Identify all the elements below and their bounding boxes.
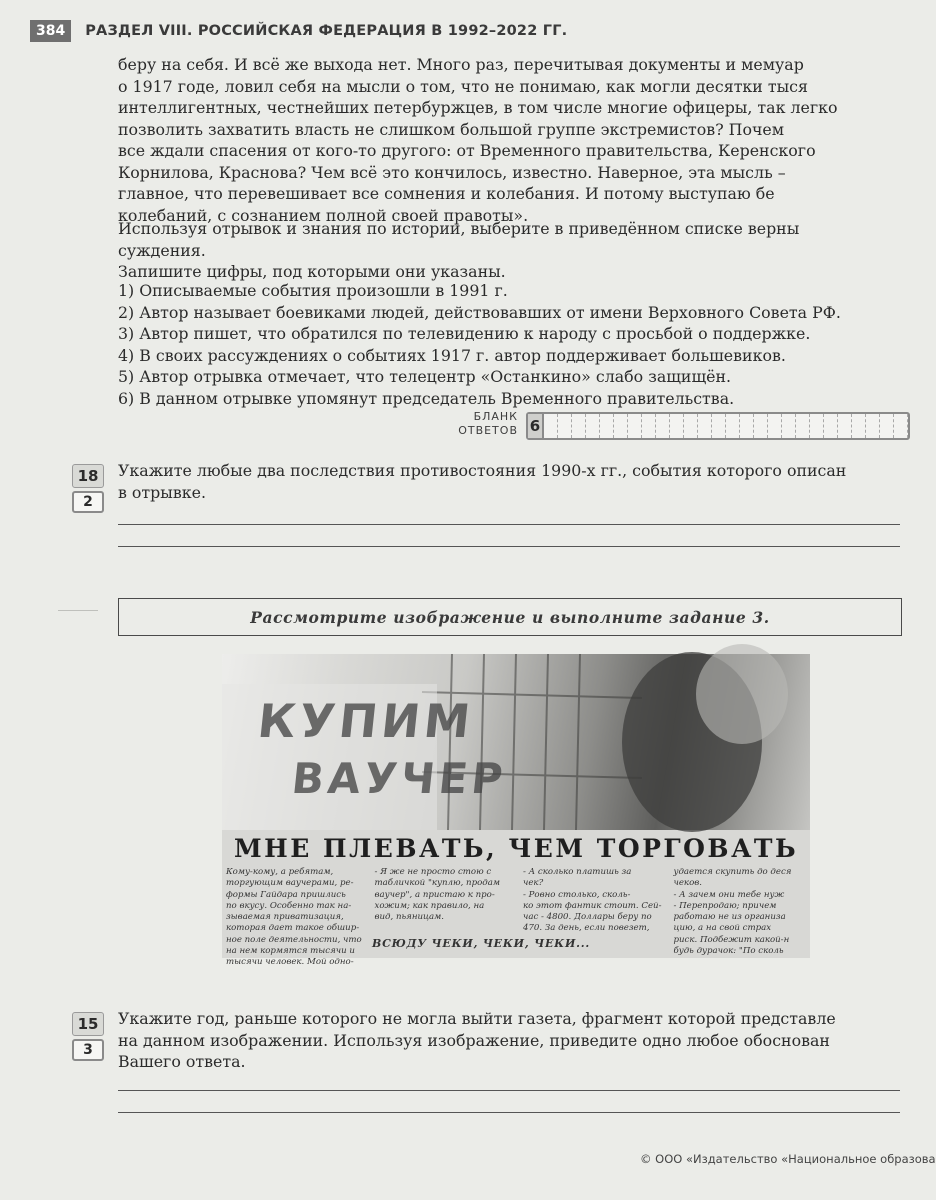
- instruction-line: суждения.: [118, 240, 206, 260]
- newspaper-columns: [226, 867, 810, 969]
- image-task-frame: [118, 598, 902, 636]
- passage-text: [118, 54, 908, 226]
- instruction-line: Запишите цифры, под которыми они указаны.: [118, 262, 506, 281]
- option-item: 2) Автор называет боевиками людей, действовавших от имени Верховного Совета РФ.: [118, 302, 841, 322]
- answer-blank-label: [446, 410, 518, 438]
- answer-cell[interactable]: [866, 414, 880, 438]
- publisher-footer: © ООО «Издательство «Национальное образова: [640, 1152, 936, 1166]
- passage-line: интеллигентных, честнейших петербуржцев, в том числе многие офицеры, так легко: [118, 98, 838, 117]
- passage-line: главное, что перевешивает все сомнения и колебания. И потому выступаю бе: [118, 184, 775, 203]
- newspaper-column: Кому-кому, а ребятам, торгующим ваучерами, ре- формы Гайдара пришлись по вкусу. Особенно так на- зываемая приватизация, которая дает такое обшир- ное поле деятельности, что на нем кормятся тысячи и тысячи человек. Мой одно-: [226, 867, 362, 968]
- answer-cell[interactable]: [712, 414, 726, 438]
- passage-line: Корнилова, Краснова? Чем всё это кончилось, известно. Наверное, эта мысль –: [118, 162, 786, 182]
- section-title: РАЗДЕЛ VIII. РОССИЙСКАЯ ФЕДЕРАЦИЯ В 1992–2022 ГГ.: [85, 23, 568, 39]
- answer-cell[interactable]: [852, 414, 866, 438]
- page-number: 384: [30, 20, 71, 42]
- instruction-line: Используя отрывок и знания по истории, выберите в приведённом списке верны: [118, 219, 800, 238]
- sign-text-line1: КУПИМ: [255, 694, 477, 748]
- answer-cell[interactable]: [600, 414, 614, 438]
- answer-cell[interactable]: [586, 414, 600, 438]
- answer-cell[interactable]: [544, 414, 558, 438]
- answer-cell[interactable]: [656, 414, 670, 438]
- answer-blank-label-line1: БЛАНК: [473, 410, 518, 423]
- answer-cell[interactable]: [572, 414, 586, 438]
- answer-blank-label-line2: ОТВЕТОВ: [458, 424, 518, 437]
- answer-cell[interactable]: [810, 414, 824, 438]
- task-points: 3: [72, 1039, 104, 1061]
- answer-cell[interactable]: [768, 414, 782, 438]
- newspaper-column: удается скупить до деся чеков. - А зачем они тебе нуж - Перепродаю; причем работаю не из организа цию, а на свой страх риск. Подбежит какой-н будь дурачок: "По сколь: [673, 867, 792, 957]
- answer-cell[interactable]: [880, 414, 894, 438]
- margin-mark: [58, 610, 98, 611]
- answer-line[interactable]: [118, 546, 900, 547]
- task-line: Вашего ответа.: [118, 1052, 246, 1071]
- newspaper-column: - Я же не просто стою с табличкой "куплю, продам ваучер", а пристаю к про- хожим; как правило, на вид, пьяницам.: [374, 867, 500, 923]
- page-header: [30, 18, 567, 44]
- passage-line: о 1917 годе, ловил себя на мысли о том, что не понимаю, как могли десятки тыся: [118, 76, 808, 96]
- answer-cell[interactable]: [670, 414, 684, 438]
- task-instruction: [118, 218, 908, 283]
- task-18-badge: [72, 464, 104, 513]
- task-15-text: [118, 1008, 908, 1073]
- answer-cell[interactable]: [698, 414, 712, 438]
- answer-cells[interactable]: [544, 414, 908, 438]
- answer-cell[interactable]: [558, 414, 572, 438]
- task-15-badge: [72, 1012, 104, 1061]
- answer-line[interactable]: [118, 1090, 900, 1091]
- answer-cell[interactable]: [726, 414, 740, 438]
- task-18-text: [118, 460, 908, 503]
- newspaper-photo: [222, 654, 810, 968]
- option-item: 5) Автор отрывка отмечает, что телецентр «Останкино» слабо защищён.: [118, 367, 732, 386]
- answer-cell[interactable]: [796, 414, 810, 438]
- task-line: Укажите год, раньше которого не могла выйти газета, фрагмент которой представле: [118, 1009, 836, 1028]
- options-list: [118, 280, 908, 409]
- passage-line: беру на себя. И всё же выхода нет. Много раз, перечитывая документы и мемуар: [118, 55, 804, 74]
- answer-cell[interactable]: [782, 414, 796, 438]
- newspaper-subhead: ВСЮДУ ЧЕКИ, ЧЕКИ, ЧЕКИ...: [372, 937, 591, 950]
- frame-instruction: Рассмотрите изображение и выполните задание 3.: [250, 607, 770, 627]
- task-line: на данном изображении. Используя изображение, приведите одно любое обоснован: [118, 1030, 830, 1050]
- passage-line: все ждали спасения от кого-то другого: от Временного правительства, Керенского: [118, 141, 816, 160]
- answer-cell[interactable]: [684, 414, 698, 438]
- option-item: 6) В данном отрывке упомянут председатель Временного правительства.: [118, 388, 735, 408]
- answer-cell[interactable]: [824, 414, 838, 438]
- answer-cell[interactable]: [614, 414, 628, 438]
- answer-cell[interactable]: [740, 414, 754, 438]
- answer-cell[interactable]: [642, 414, 656, 438]
- passage-line: колебаний, с сознанием полной своей правоты».: [118, 205, 529, 225]
- answer-box-number: 6: [528, 414, 544, 438]
- task-line: в отрывке.: [118, 482, 206, 502]
- newspaper-headline: МНЕ ПЛЕВАТЬ, ЧЕМ ТОРГОВАТЬ: [234, 834, 799, 863]
- answer-box[interactable]: [526, 412, 910, 440]
- task-number: 15: [72, 1012, 104, 1036]
- newspaper-column: - А сколько платишь за чек? - Ровно столько, сколь- ко этот фантик стоит. Сей- час - 4800. Доллары беру по 470. За день, если повезет,: [523, 867, 662, 934]
- answer-cell[interactable]: [838, 414, 852, 438]
- option-item: 4) В своих рассуждениях о событиях 1917 г. автор поддерживает большевиков.: [118, 345, 786, 365]
- answer-cell[interactable]: [754, 414, 768, 438]
- passage-line: позволить захватить власть не слишком большой группе экстремистов? Почем: [118, 119, 785, 139]
- task-line: Укажите любые два последствия противостояния 1990-х гг., события которого описан: [118, 461, 847, 480]
- sign-text-line2: ВАУЧЕР: [289, 754, 509, 803]
- task-number: 18: [72, 464, 104, 488]
- answer-line[interactable]: [118, 524, 900, 525]
- option-item: 1) Описываемые события произошли в 1991 г.: [118, 281, 508, 300]
- option-item: 3) Автор пишет, что обратился по телевидению к народу с просьбой о поддержке.: [118, 324, 811, 343]
- answer-line[interactable]: [118, 1112, 900, 1113]
- answer-cell[interactable]: [628, 414, 642, 438]
- answer-cell[interactable]: [894, 414, 908, 438]
- task-points: 2: [72, 491, 104, 513]
